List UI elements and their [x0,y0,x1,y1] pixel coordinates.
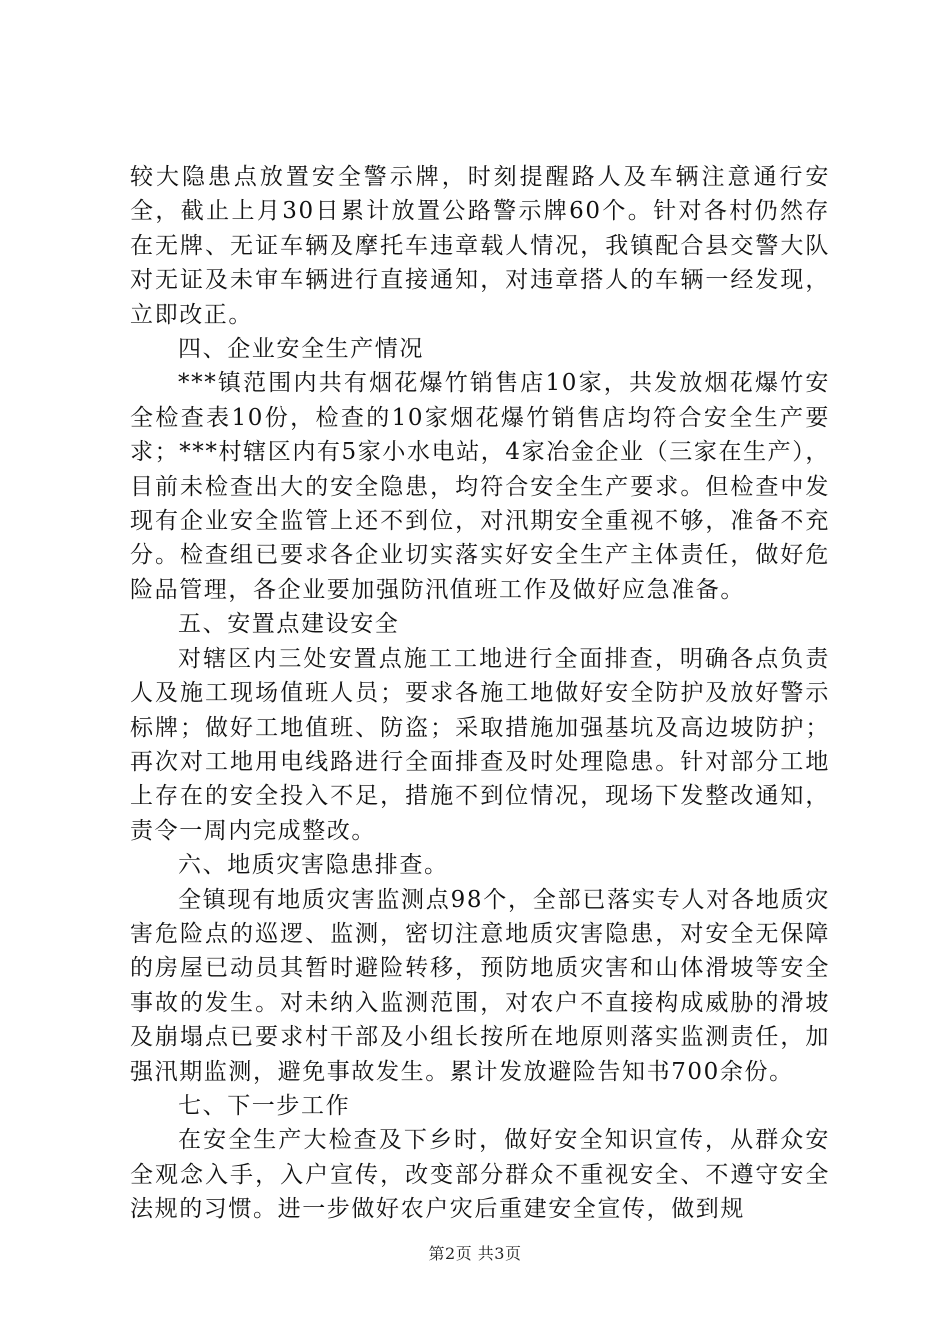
paragraph-next-steps: 在安全生产大检查及下乡时，做好安全知识宣传，从群众安全观念入手，入户宣传，改变部分群众不重视安全、不遵守安全法规的习惯。进一步做好农户灾后重建安全宣传，做到规 [130,1127,830,1223]
heading-geological-hazards: 六、地质灾害隐患排查。 [178,852,449,879]
paragraph-resettlement-safety: 对辖区内三处安置点施工工地进行全面排查，明确各点负责人及施工现场值班人员；要求各施工地做好安全防护及放好警示标牌；做好工地值班、防盗；采取措施加强基坑及高边坡防护；再次对工地用电线路进行全面排查及时处理隐患。针对部分工地上存在的安全投入不足，措施不到位情况，现场下发整改通知，责令一周内完成整改。 [130,645,830,844]
document-body [130,160,830,1227]
paragraph-geological-hazards: 全镇现有地质灾害监测点98个，全部已落实专人对各地质灾害危险点的巡逻、监测，密切注意地质灾害隐患，对安全无保障的房屋已动员其暂时避险转移，预防地质灾害和山体滑坡等安全事故的发生。对未纳入监测范围，对农户不直接构成威胁的滑坡及崩塌点已要求村干部及小组长按所在地原则落实监测责任，加强汛期监测，避免事故发生。累计发放避险告知书700余份。 [130,886,830,1085]
heading-enterprise-safety: 四、企业安全生产情况 [178,336,424,363]
heading-resettlement-safety: 五、安置点建设安全 [178,611,400,638]
paragraph-traffic-safety: 较大隐患点放置安全警示牌，时刻提醒路人及车辆注意通行安全，截止上月30日累计放置公路警示牌60个。针对各村仍然存在无牌、无证车辆及摩托车违章载人情况，我镇配合县交警大队对无证及未审车辆进行直接通知，对违章搭人的车辆一经发现，立即改正。 [130,164,830,328]
paragraph-enterprise-safety: ***镇范围内共有烟花爆竹销售店10家，共发放烟花爆竹安全检查表10份，检查的10家烟花爆竹销售店均符合安全生产要求；***村辖区内有5家小水电站，4家冶金企业（三家在生产），目前未检查出大的安全隐患，均符合安全生产要求。但检查中发现有企业安全监管上还不到位，对汛期安全重视不够，准备不充分。检查组已要求各企业切实落实好安全生产主体责任，做好危险品管理，各企业要加强防汛值班工作及做好应急准备。 [130,370,830,603]
page-footer: 第2页 共3页 [428,1244,522,1263]
heading-next-steps: 七、下一步工作 [178,1092,351,1119]
